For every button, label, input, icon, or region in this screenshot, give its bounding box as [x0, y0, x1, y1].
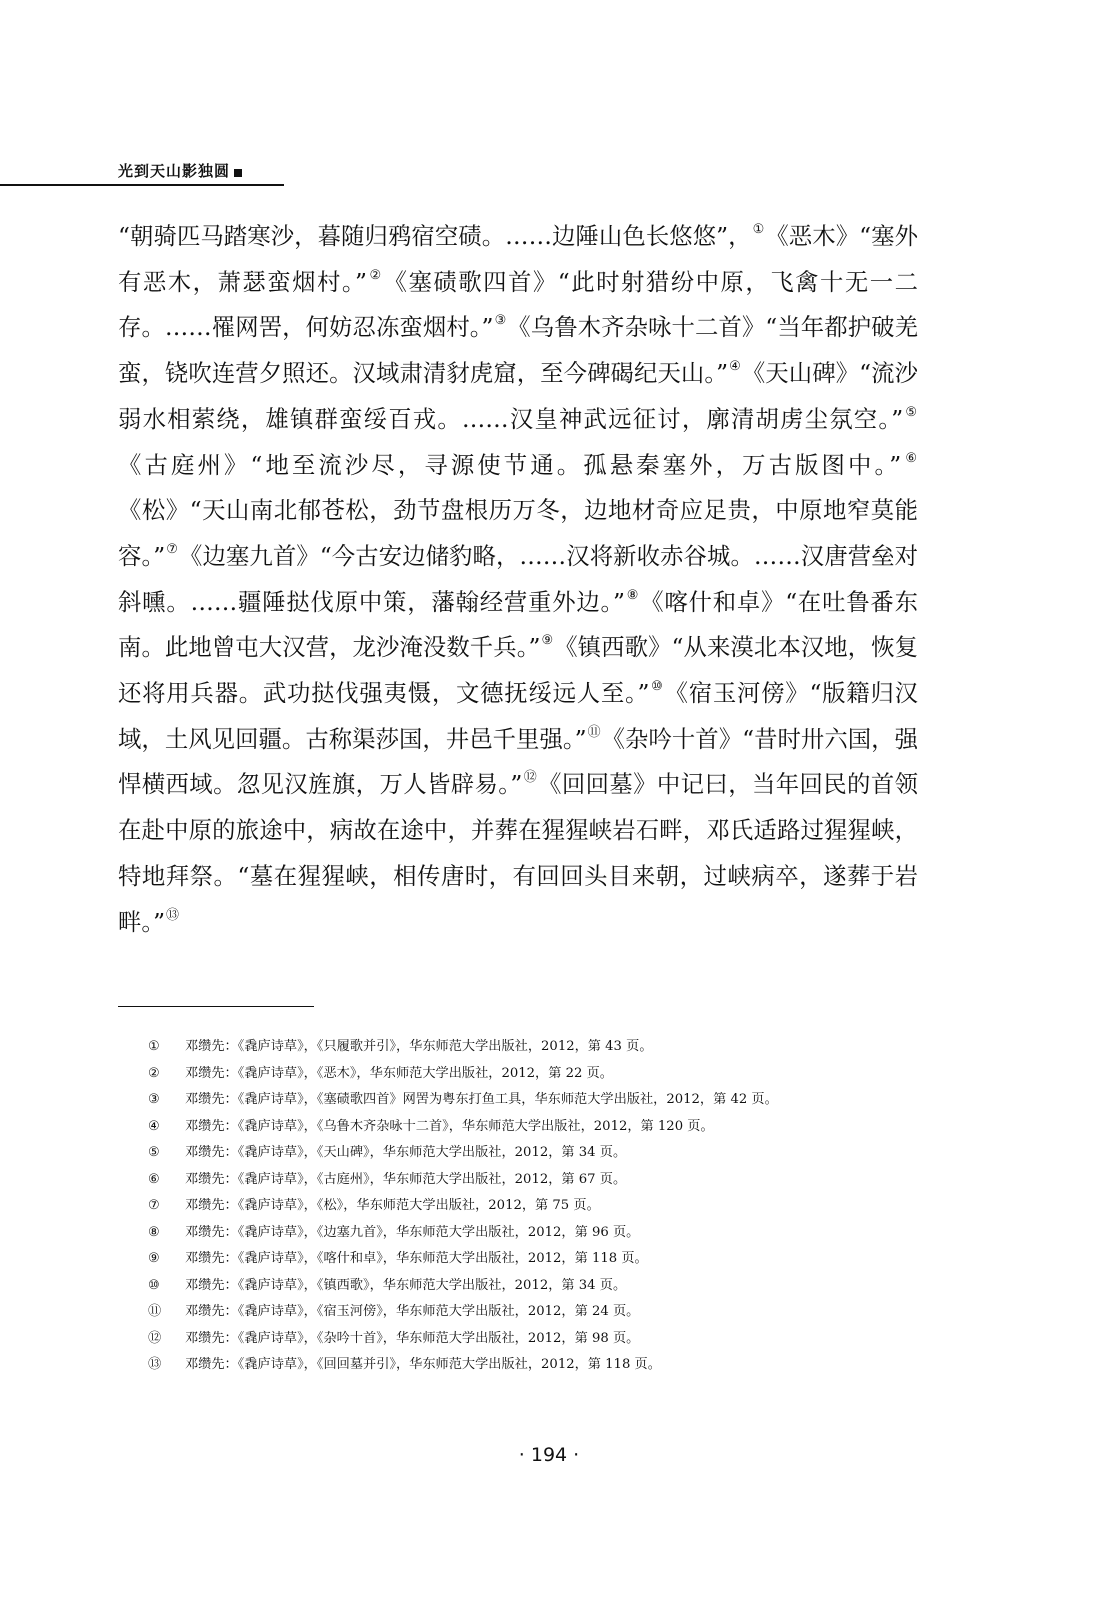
- running-header: [118, 160, 242, 181]
- footnote-number: ⑩: [148, 1277, 160, 1293]
- footnote-reference[interactable]: ⑪: [587, 724, 601, 740]
- footnote-reference[interactable]: ⑬: [166, 907, 180, 923]
- footnote-number: ⑤: [148, 1145, 160, 1160]
- paragraph-text: 《宿玉河傍》“版籍归汉域，土风见回疆。古称渠莎国，井邑千里强。”: [118, 679, 918, 753]
- footnote-text: 邓缵先：《毳庐诗草》，《镇西歌》，华东师范大学出版社，2012，第 34 页。: [185, 1277, 627, 1293]
- body-text: [118, 214, 918, 945]
- footnote-item: [148, 1167, 918, 1194]
- footnote-number: ③: [148, 1092, 160, 1107]
- paragraph-text: “朝骑匹马踏寒沙，暮随归鸦宿空碛。……边陲山色长悠悠”，: [118, 222, 752, 250]
- footnote-number: ②: [148, 1065, 160, 1081]
- paragraph-text: 《松》“天山南北郁苍松，劲节盘根历万冬，边地材奇应足贵，中原地窄莫能容。”: [118, 496, 918, 570]
- footnote-text: 邓缵先：《毳庐诗草》，《恶木》，华东师范大学出版社，2012，第 22 页。: [185, 1065, 613, 1081]
- footnote-item: [148, 1352, 918, 1379]
- paragraph-text: 《古庭州》“地至流沙尽，寻源使节通。孤悬秦塞外，万古版图中。”: [118, 450, 902, 479]
- footnotes: [148, 1034, 918, 1379]
- paragraph-text: 《塞碛歌四首》“此时射猎纷中原，飞禽十无一二存。……罹网罟，何妨忍冻蛮烟村。”: [118, 267, 918, 342]
- paragraph: [118, 214, 918, 945]
- paragraph-text: 《恶木》“塞外有恶木，萧瑟蛮烟村。”: [118, 222, 918, 296]
- footnote-separator: [118, 1006, 314, 1007]
- paragraph-text: 《镇西歌》“从来漠北本汉地，恢复还将用兵器。武功挞伐强夷慑，文德抚绥远人至。”: [118, 633, 918, 708]
- footnote-item: [148, 1087, 918, 1114]
- footnote-text: 邓缵先：《毳庐诗草》，《只履歌并引》，华东师范大学出版社，2012，第 43 页。: [185, 1039, 653, 1054]
- footnote-text: 邓缵先：《毳庐诗草》，《杂吟十首》，华东师范大学出版社，2012，第 98 页。: [185, 1330, 640, 1346]
- footnote-reference[interactable]: ③: [494, 313, 507, 329]
- paragraph-text: 《边塞九首》“今古安边储豹略，……汉将新收赤谷城。……汉唐营垒对斜曛。……疆陲挞伐原中策，藩翰经营重外边。”: [118, 541, 918, 616]
- footnote-item: [148, 1326, 918, 1353]
- footnote-reference[interactable]: ①: [752, 222, 765, 237]
- paragraph-text: 《杂吟十首》“昔时卅六国，强悍横西域。忽见汉旌旗，万人皆辟易。”: [118, 724, 918, 799]
- footnote-item: [148, 1061, 918, 1088]
- footnote-item: [148, 1299, 918, 1326]
- footnote-number: ⑬: [148, 1357, 162, 1372]
- footnote-number: ⑧: [148, 1224, 160, 1240]
- footnote-text: 邓缵先：《毳庐诗草》，《喀什和卓》，华东师范大学出版社，2012，第 118 页。: [185, 1251, 648, 1266]
- footnote-number: ⑨: [148, 1251, 160, 1266]
- footnote-text: 邓缵先：《毳庐诗草》，《松》，华东师范大学出版社，2012，第 75 页。: [185, 1198, 600, 1213]
- footnote-text: 邓缵先：《毳庐诗草》，《天山碑》，华东师范大学出版社，2012，第 34 页。: [185, 1145, 627, 1160]
- footnote-number: ⑥: [148, 1171, 160, 1187]
- footnote-number: ④: [148, 1118, 160, 1134]
- footnote-reference[interactable]: ④: [729, 359, 741, 375]
- page-number: · 194 ·: [518, 1444, 580, 1466]
- footnote-item: [148, 1193, 918, 1220]
- footnote-reference[interactable]: ⑩: [650, 679, 664, 695]
- footnote-text: 邓缵先：《毳庐诗草》，《回回墓并引》，华东师范大学出版社，2012，第 118 页。: [185, 1357, 661, 1372]
- paragraph-text: 《回回墓》中记曰，当年回民的首领在赴中原的旅途中，病故在途中，并葬在猩猩峡岩石畔，邓氏适路过猩猩峡，特地拜祭。“墓在猩猩峡，相传唐时，有回回头目来朝，过峡病卒，遂葬于岩畔。”: [118, 770, 918, 936]
- footnote-reference[interactable]: ②: [368, 267, 383, 283]
- footnote-reference[interactable]: ⑫: [523, 770, 538, 786]
- footnote-text: 邓缵先：《毳庐诗草》，《古庭州》，华东师范大学出版社，2012，第 67 页。: [185, 1171, 627, 1187]
- paragraph-text: 《喀什和卓》“在吐鲁番东南。此地曾屯大汉营，龙沙淹没数千兵。”: [118, 587, 918, 662]
- footnote-number: ⑦: [148, 1198, 160, 1213]
- footnote-reference[interactable]: ⑨: [541, 633, 554, 649]
- footnote-item: [148, 1140, 918, 1167]
- footnote-text: 邓缵先：《毳庐诗草》，《边塞九首》，华东师范大学出版社，2012，第 96 页。: [185, 1224, 640, 1240]
- header-square-marker: [234, 169, 242, 177]
- footnote-number: ①: [148, 1039, 160, 1054]
- header-rule: [0, 184, 284, 186]
- footnote-item: [148, 1246, 918, 1273]
- paragraph-text: 《乌鲁木齐杂咏十二首》“当年都护破羌蛮，铙吹连营夕照还。汉域肃清豺虎窟，至今碑碣纪天山。”: [118, 313, 919, 388]
- paragraph-text: 《天山碑》“流沙弱水相萦绕，雄镇群蛮绥百戎。……汉皇神武远征讨，廓清胡虏尘氛空。”: [118, 359, 918, 433]
- footnote-reference[interactable]: ⑧: [625, 587, 640, 603]
- footnote-reference[interactable]: ⑦: [166, 541, 178, 557]
- footnote-reference[interactable]: ⑥: [902, 450, 917, 466]
- footnote-text: 邓缵先：《毳庐诗草》，《乌鲁木齐杂咏十二首》，华东师范大学出版社，2012，第 120 页。: [185, 1118, 714, 1134]
- footnote-item: [148, 1034, 918, 1061]
- footnote-text: 邓缵先：《毳庐诗草》，《塞碛歌四首》网罟为粤东打鱼工具，华东师范大学出版社，2012，第 42 页。: [185, 1092, 778, 1107]
- footnote-item: [148, 1114, 918, 1141]
- footnote-item: [148, 1220, 918, 1247]
- footnote-number: ⑫: [148, 1330, 162, 1346]
- running-header-title: 光到天山影独圆: [118, 162, 231, 180]
- footnote-item: [148, 1273, 918, 1300]
- footnote-number: ⑪: [148, 1304, 162, 1319]
- footnote-reference[interactable]: ⑤: [904, 404, 918, 420]
- footnote-text: 邓缵先：《毳庐诗草》，《宿玉河傍》，华东师范大学出版社，2012，第 24 页。: [185, 1304, 640, 1319]
